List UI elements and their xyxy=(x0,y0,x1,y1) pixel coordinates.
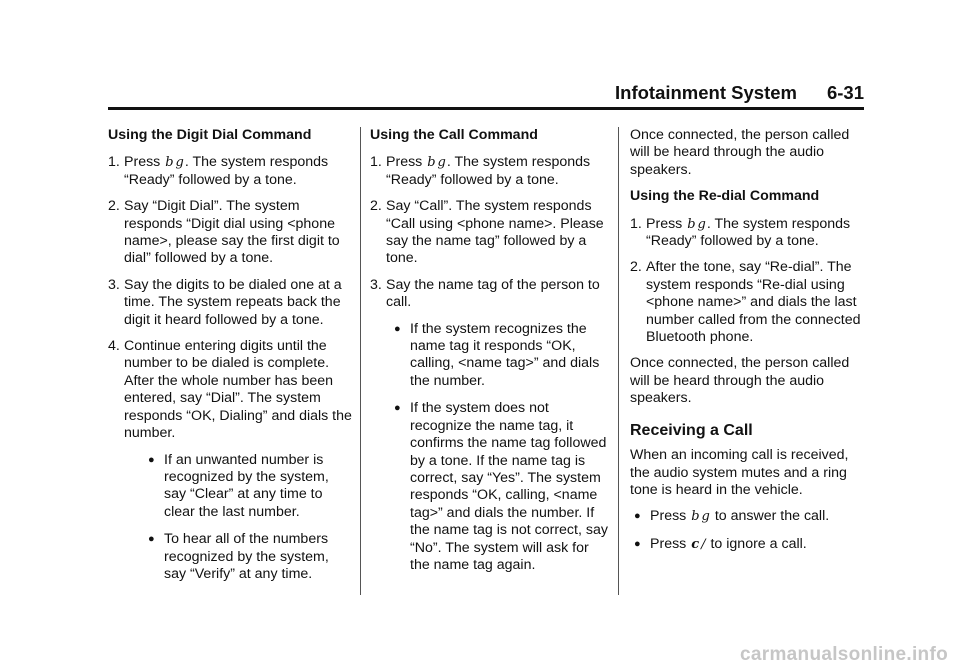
end-call-icon: ∕ xyxy=(701,536,706,552)
bullet-icon: ● xyxy=(148,453,155,466)
bullet-text: If the system does not recognize the name tag, it confirms the name tag followed by a tone. If the name tag is correct, say “Yes”. The system responds “OK, calling, <name tag>” and dials the number. If the name tag is not correct, say “No”. The system will ask for the name tag again. xyxy=(410,400,608,573)
talk-icon: g xyxy=(697,216,706,232)
step-item xyxy=(370,154,608,189)
step-number: 3. xyxy=(370,276,382,293)
step-item xyxy=(108,338,353,442)
step-text: Say the digits to be dialed one at a time. The system repeats back the digit it heard followed by a tone. xyxy=(124,276,342,328)
step-item xyxy=(108,277,353,329)
step-item xyxy=(630,216,870,251)
bullet-text: Press xyxy=(650,535,687,552)
step-number: 2. xyxy=(108,198,120,215)
step-text: Press xyxy=(124,154,161,171)
column-call-command xyxy=(370,127,608,584)
step-text: Press xyxy=(646,215,683,232)
bullet-item xyxy=(630,508,870,525)
section-heading: Using the Call Command xyxy=(370,127,538,143)
step-number: 3. xyxy=(108,276,120,293)
step-number: 1. xyxy=(108,154,120,171)
header-title xyxy=(615,82,864,104)
step-text: Continue entering digits until the number to be dialed is complete. After the whole number has been entered, say “Dial”. The system responds “OK, Dialing” and dials the number. xyxy=(124,338,352,442)
header-rule xyxy=(108,107,864,110)
step-item xyxy=(370,277,608,312)
step-number: 2. xyxy=(630,259,642,276)
bullet-item xyxy=(108,531,353,583)
talk-icon: g xyxy=(701,509,710,525)
step-item xyxy=(630,259,870,346)
step-item xyxy=(108,154,353,189)
bullet-icon: ● xyxy=(148,533,155,546)
talk-icon: g xyxy=(175,155,184,171)
section-heading: Using the Re-dial Command xyxy=(630,188,820,205)
body-text: When an incoming call is received, the audio system mutes and a ring tone is heard in the vehicle. xyxy=(630,447,849,498)
step-text: Say “Digit Dial”. The system responds “Digit dial using <phone name>, please say the first digit to dial” followed by a tone. xyxy=(124,198,340,267)
bullet-text: If the system recognizes the name tag it responds “OK, calling, <name tag>” and dials the number. xyxy=(410,320,600,389)
column-redial-receive xyxy=(630,127,870,563)
subsection-heading: Receiving a Call xyxy=(630,421,753,439)
voice-icon: b xyxy=(427,155,436,171)
step-text: . The system responds “Ready” followed by a tone. xyxy=(386,154,591,188)
hang-up-icon: c xyxy=(691,536,700,552)
voice-icon: b xyxy=(687,216,696,232)
column-divider xyxy=(618,127,619,595)
step-text: . The system responds “Ready” followed by a tone. xyxy=(646,215,851,250)
step-number: 1. xyxy=(370,154,382,171)
page-header xyxy=(108,78,864,108)
site-watermark: carmanualsonline.info xyxy=(740,644,948,665)
step-text: Say the name tag of the person to call. xyxy=(386,276,600,311)
section-title: Infotainment System xyxy=(615,82,797,103)
bullet-text: To hear all of the numbers recognized by the system, say “Verify” at any time. xyxy=(164,531,329,582)
bullet-item xyxy=(370,400,608,574)
bullet-text: Press xyxy=(650,508,687,525)
bullet-item xyxy=(370,321,608,391)
bullet-icon: ● xyxy=(394,322,401,335)
step-text: After the tone, say “Re-dial”. The system responds “Re-dial using <phone name>” and dials the last number called from the connected Bluetooth phone. xyxy=(646,259,861,346)
bullet-icon: ● xyxy=(634,537,641,550)
step-item xyxy=(370,198,608,268)
step-text: . The system responds “Ready” followed by a tone. xyxy=(124,154,329,188)
body-text: Once connected, the person called will be heard through the audio speakers. xyxy=(630,355,850,407)
talk-icon: g xyxy=(437,155,446,171)
section-heading: Using the Digit Dial Command xyxy=(108,127,312,143)
bullet-item xyxy=(630,536,870,553)
step-item xyxy=(108,198,353,268)
bullet-text: If an unwanted number is recognized by the system, say “Clear” at any time to clear the last number. xyxy=(164,451,329,520)
column-divider xyxy=(360,127,361,595)
page-number: 6-31 xyxy=(826,82,864,103)
step-number: 2. xyxy=(370,198,382,215)
body-text: Once connected, the person called will be heard through the audio speakers. xyxy=(630,127,850,178)
bullet-text: to answer the call. xyxy=(714,508,830,525)
step-number: 1. xyxy=(630,215,642,232)
bullet-text: to ignore a call. xyxy=(710,535,807,552)
bullet-icon: ● xyxy=(634,510,641,523)
step-number: 4. xyxy=(108,338,120,355)
column-digit-dial xyxy=(108,127,353,593)
bullet-item xyxy=(108,452,353,522)
step-text: Say “Call”. The system responds “Call using <phone name>. Please say the name tag” followed by a tone. xyxy=(386,198,604,267)
voice-icon: b xyxy=(691,509,700,525)
voice-icon: b xyxy=(165,155,174,171)
step-text: Press xyxy=(386,154,423,171)
bullet-icon: ● xyxy=(394,402,401,415)
